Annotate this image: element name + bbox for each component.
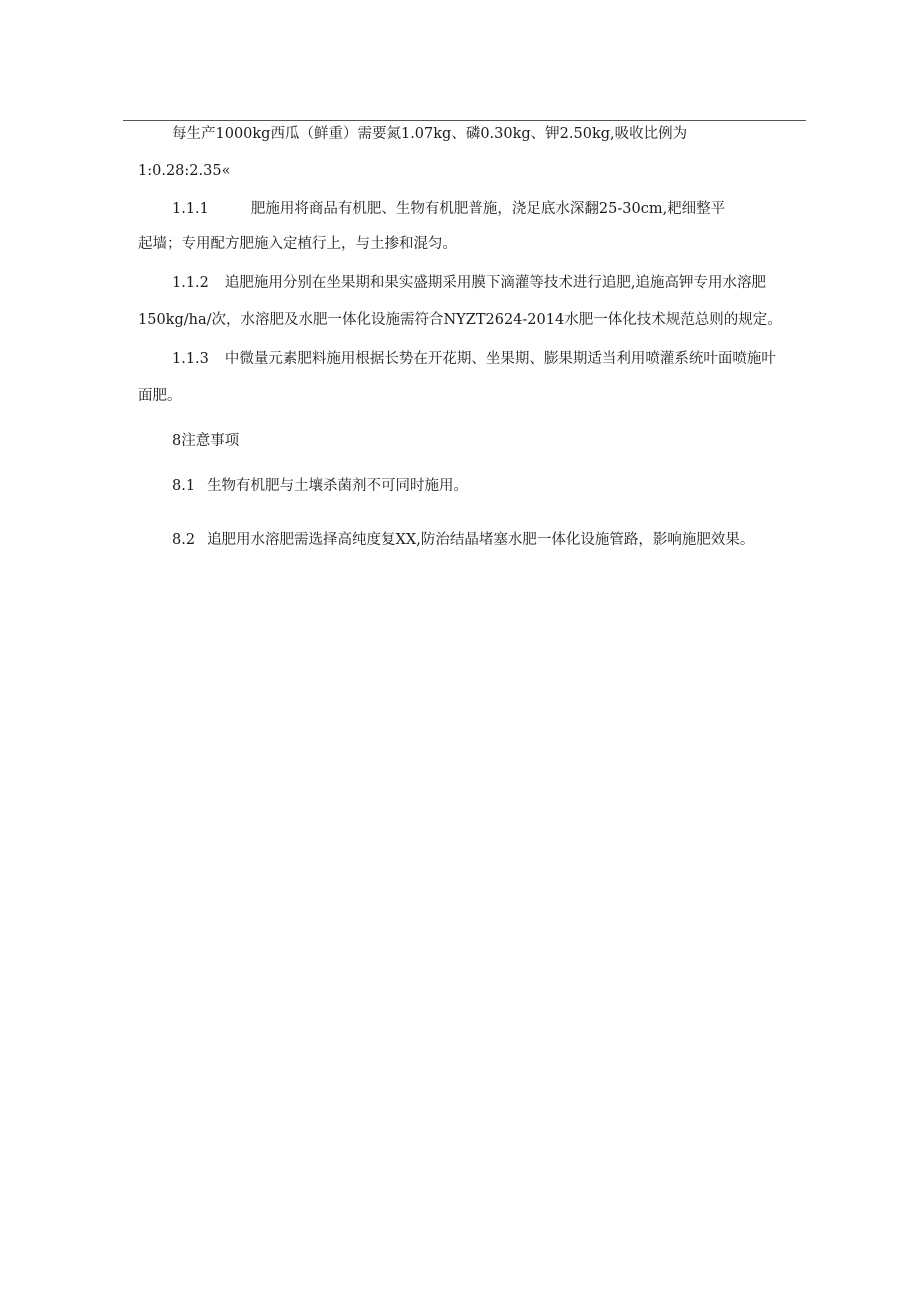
section-number: 1.1.2 [172, 275, 209, 291]
section-text: 追肥用水溶肥需选择高纯度复XX,防治结晶堵塞水肥一体化设施管路，影响施肥效果。 [207, 532, 755, 548]
section-text: 生物有机肥与土壤杀菌剂不可同时施用。 [207, 478, 469, 494]
section-8-heading: 8注意事项 [172, 433, 240, 449]
ratio-line-2: 1:0.28:2.35« [138, 163, 231, 179]
section-1-1-1-line-1 [172, 199, 725, 219]
section-8-1 [172, 476, 468, 496]
header-rule [123, 120, 806, 121]
section-1-1-1-line-2: 起墙；专用配方肥施入定植行上，与土掺和混匀。 [138, 236, 457, 252]
section-number: 1.1.1 [172, 201, 209, 217]
section-text: 肥施用将商品有机肥、生物有机肥普施，浇足底水深翻25-30cm,耙细整平 [250, 201, 726, 217]
section-1-1-3-line-2: 面肥。 [138, 388, 182, 404]
ratio-line-1: 每生产1000kg西瓜（鲜重）需要氮1.07kg、磷0.30kg、钾2.50kg,吸收比例为 [172, 126, 688, 142]
section-1-1-3-line-1 [172, 349, 776, 369]
section-text: 中微量元素肥料施用根据长势在开花期、坐果期、膨果期适当利用喷灌系统叶面喷施叶 [224, 351, 776, 367]
section-number: 8.2 [172, 532, 196, 548]
section-1-1-2-line-2: 150kg∕ha∕次，水溶肥及水肥一体化设施需符合NYZT2624-2014水肥一体化技术规范总则的规定。 [138, 312, 782, 328]
section-1-1-2-line-1 [172, 273, 766, 293]
section-number: 8.1 [172, 478, 196, 494]
section-8-2 [172, 530, 754, 550]
section-text: 追肥施用分别在坐果期和果实盛期采用膜下滴灌等技术进行追肥,追施高钾专用水溶肥 [224, 275, 767, 291]
section-number: 1.1.3 [172, 351, 209, 367]
